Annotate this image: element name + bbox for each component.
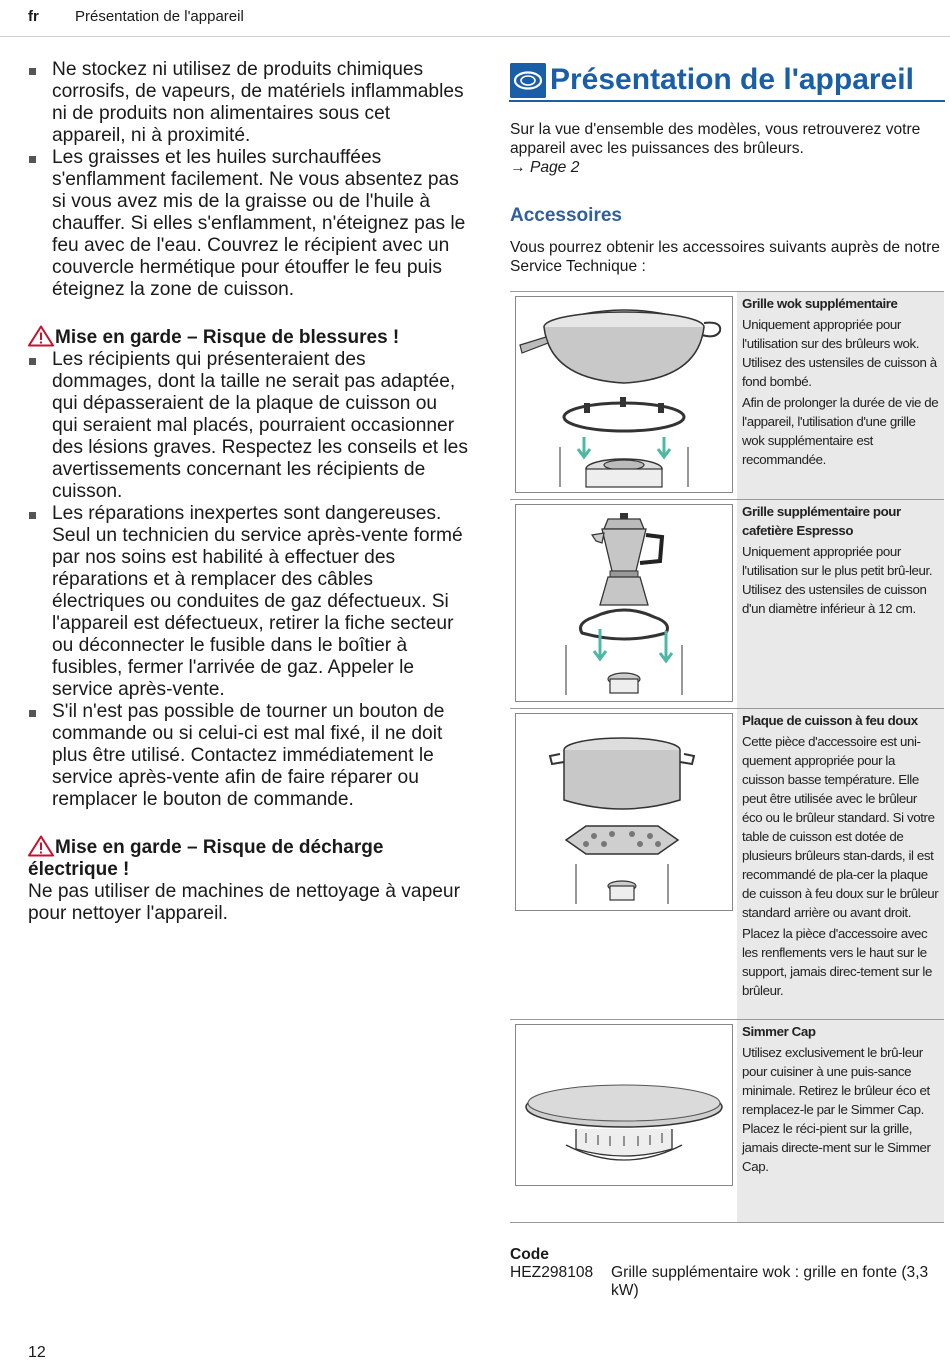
accessory-text: Afin de prolonger la durée de vie de l'appareil, l'utilisation d'une grille wok supplémentaire est recommandée. bbox=[742, 395, 939, 467]
accessory-name: Simmer Cap bbox=[742, 1024, 816, 1039]
section-title: Présentation de l'appareil bbox=[550, 63, 914, 96]
accessory-text: Utilisez exclusivement le brû-leur pour cuisiner à une puis-sance minimale. Retirez le brûleur éco et remplacez-le par le Simmer Cap. Placez le réci-pient sur la grille, jamais directe-ment sur le Simmer Cap. bbox=[742, 1045, 931, 1174]
accessory-image-cell bbox=[510, 292, 737, 499]
accessories-heading: Accessoires bbox=[510, 205, 622, 226]
accessory-row-wok bbox=[510, 292, 944, 500]
accessory-image-cell bbox=[510, 1020, 737, 1222]
running-header-title: Présentation de l'appareil bbox=[75, 8, 244, 25]
accessories-intro: Vous pourrez obtenir les accessoires suivants auprès de notre Service Technique : bbox=[510, 239, 940, 275]
section-header bbox=[509, 61, 945, 102]
accessory-text: Uniquement appropriée pour l'utilisation sur le plus petit brû-leur. Utilisez des ustensiles de cuisson d'un diamètre inférieur à 12 cm. bbox=[742, 544, 933, 616]
wok-grid-illustration bbox=[515, 296, 733, 493]
accessory-name: Plaque de cuisson à feu doux bbox=[742, 713, 918, 728]
page-reference[interactable] bbox=[510, 158, 940, 177]
accessories-table bbox=[510, 291, 944, 1223]
product-description: Grille supplémentaire wok : grille en fonte (3,3 kW) bbox=[611, 1264, 929, 1299]
accessory-image-cell bbox=[510, 709, 737, 1019]
language-code: fr bbox=[28, 8, 39, 25]
accessory-description bbox=[737, 500, 944, 708]
simmer-plate-illustration bbox=[515, 713, 733, 911]
product-code: HEZ298108 bbox=[510, 1264, 594, 1281]
accessory-text: Cette pièce d'accessoire est uni-quement appropriée pour la cuisson basse température. Elle peut être utilisée avec le brûleur éco ou le brûleur standard. Si votre table de cuisson est dotée de plusieurs brûleurs stan-dards, il est recommandé de pla-cer la plaque de cuisson à feu doux sur le brûleur standard arrière ou avant droit. bbox=[742, 734, 939, 920]
accessory-description bbox=[737, 709, 944, 1019]
simmer-cap-illustration bbox=[515, 1024, 733, 1186]
safety-list-b bbox=[28, 349, 468, 811]
list-item: Les graisses et les huiles surchauffées s'enflamment facilement. Ne vous absentez pas si vous avez mis de la graisse ou de l'huile à chauffer. Si elles s'enflamment, n'éteignez pas le feu avec de l'eau. Couvrez le récipient avec un couvercle hermétique pour étouffer le feu puis éteignez la zone de cuisson. bbox=[28, 147, 468, 301]
intro-text: Sur la vue d'ensemble des modèles, vous retrouverez votre appareil avec les puissances des brûleurs. bbox=[510, 121, 921, 157]
warning-triangle-icon bbox=[28, 835, 54, 857]
page-number: 12 bbox=[28, 1344, 46, 1361]
accessory-row-simmer-cap bbox=[510, 1020, 944, 1223]
warning-heading-electric bbox=[28, 835, 468, 881]
list-item: Ne stockez ni utilisez de produits chimiques corrosifs, de vapeurs, de matériels inflammables ni de produits non alimentaires sous cet appareil, ni à proximité. bbox=[28, 59, 468, 147]
safety-column bbox=[28, 59, 468, 925]
warning-body-text: Ne pas utiliser de machines de nettoyage à vapeur pour nettoyer l'appareil. bbox=[28, 881, 460, 924]
espresso-grid-illustration bbox=[515, 504, 733, 702]
arrow-icon: → bbox=[510, 159, 526, 176]
intro-paragraph bbox=[510, 120, 940, 177]
list-item: Les réparations inexpertes sont dangereuses. Seul un technicien du service après-vente formé par nos soins est habilité à effectuer des réparations et à remplacer des câbles électriques ou conduites de gaz défectueux. Si l'appareil est défectueux, retirer la fiche secteur ou déconnecter le fusible dans le boîtier à fusibles, fermer l'arrivée de gaz. Appeler le service après-vente. bbox=[28, 503, 468, 701]
accessory-name: Grille supplémentaire pour cafetière Espresso bbox=[742, 504, 901, 538]
list-item: S'il n'est pas possible de tourner un bouton de commande ou si celui-ci est mal fixé, il ne doit plus être utilisé. Contactez immédiatement le service après-vente afin de faire réparer ou remplacer le bouton de commande. bbox=[28, 701, 468, 811]
accessory-text: Uniquement appropriée pour l'utilisation sur des brûleurs wok. Utilisez des ustensiles de cuisson à fond bombé. bbox=[742, 317, 937, 389]
accessory-row-simmer-plate bbox=[510, 709, 944, 1020]
warning-heading-injury bbox=[28, 325, 468, 349]
warning-triangle-icon bbox=[28, 325, 54, 347]
accessory-row-espresso bbox=[510, 500, 944, 709]
safety-list-a bbox=[28, 59, 468, 301]
warning-heading-text: Mise en garde – Risque de décharge électrique ! bbox=[28, 837, 384, 880]
header-divider bbox=[0, 36, 950, 37]
appliance-overview-icon bbox=[510, 63, 546, 98]
code-label: Code bbox=[510, 1246, 549, 1263]
accessory-text: Placez la pièce d'accessoire avec les renflements vers le haut sur le support, jamais direc-tement sur le brûleur. bbox=[742, 926, 932, 998]
list-item: Les récipients qui présenteraient des dommages, dont la taille ne serait pas adaptée, qui dépasseraient de la plaque de cuisson ou qui seraient mal placés, pourraient occasionner des lésions graves. Respectez les conseils et les avertissements concernant les récipients de cuisson. bbox=[28, 349, 468, 503]
accessory-image-cell bbox=[510, 500, 737, 708]
warning-heading-text: Mise en garde – Risque de blessures ! bbox=[55, 327, 400, 348]
page-reference-label: Page 2 bbox=[529, 159, 580, 176]
accessory-description bbox=[737, 292, 944, 499]
accessory-description bbox=[737, 1020, 944, 1222]
accessory-name: Grille wok supplémentaire bbox=[742, 296, 898, 311]
